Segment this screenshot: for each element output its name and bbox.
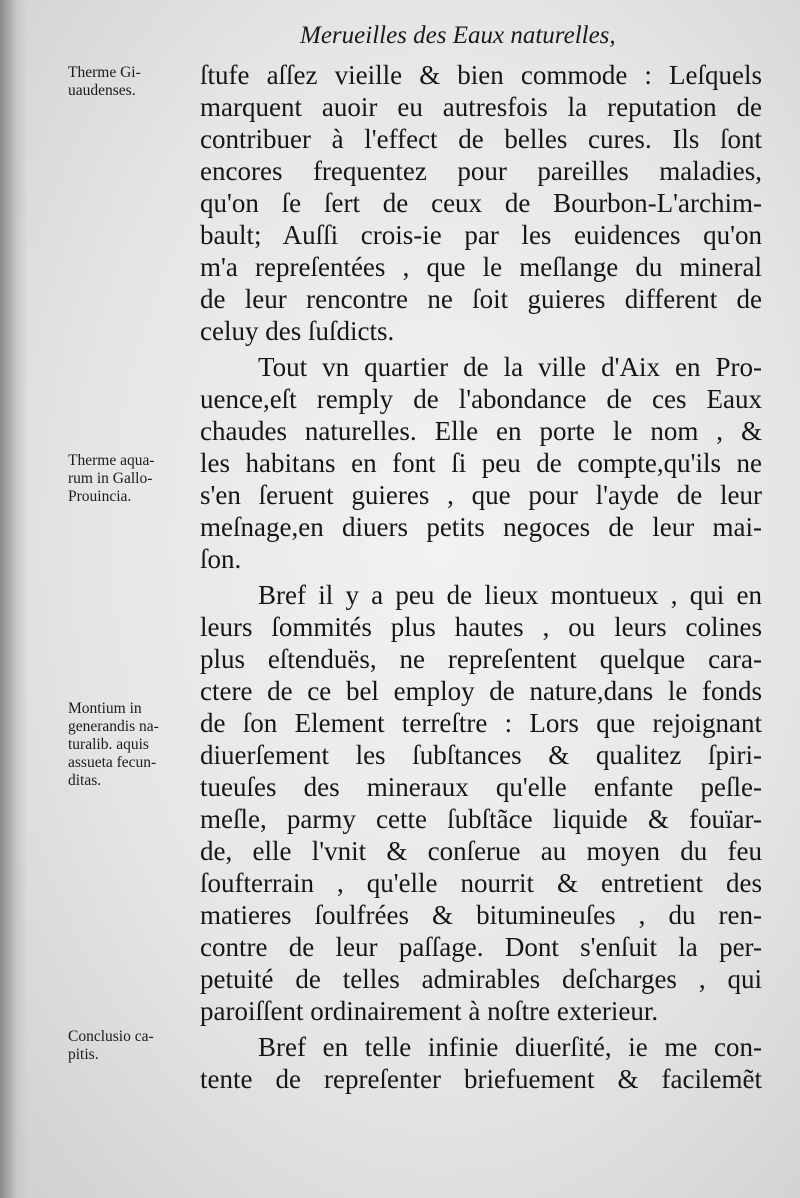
body-line: encores frequentez pour pareilles maladies, [200,156,762,186]
binding-shadow [0,0,28,1198]
margin-note-line: Therme aqua- [68,452,155,469]
body-line: uence,eſt remply de l'abondance de ces Eaux [200,384,762,414]
body-line: meſle, parmy cette ſubſtãce liquide & fouïar- [200,804,762,834]
body-line: matieres ſoulfrées & bitumineuſes , du ren- [200,900,762,930]
body-line: ſoufterrain , qu'elle nourrit & entretient des [200,868,762,898]
body-line: celuy des ſuſdicts. [200,316,395,346]
body-line: m'a repreſentées , que le meſlange du mineral [200,252,762,282]
body-line: contribuer à l'effect de belles cures. Ils ſont [200,124,762,154]
margin-note-therme-giuaudenses [68,64,203,100]
body-line: de ſon Element terreſtre : Lors que rejoignant [200,708,762,738]
margin-note-line: Montium in [68,700,142,717]
body-line: leurs ſommités plus hautes , ou leurs colines [200,612,762,642]
body-line: meſnage,en diuers petits negoces de leur mai- [200,512,762,542]
body-line: qu'on ſe ſert de ceux de Bourbon-L'archim- [200,188,762,218]
body-line: de, elle l'vnit & conſerue au moyen du feu [200,836,762,866]
margin-note-conclusio [68,1028,203,1064]
margin-note-line: ditas. [68,772,102,789]
margin-note-line: Conclusio ca- [68,1028,154,1045]
margin-note-therme-gallo-prouincia [68,452,203,506]
body-line: bault; Auſſi crois-ie par les euidences qu'on [200,220,762,250]
body-line: contre de leur paſſage. Dont s'enſuit la per- [200,932,762,962]
margin-note-montium [68,700,203,790]
body-line: ctere de ce bel employ de nature,dans le fonds [200,676,762,706]
margin-note-line: rum in Gallo- [68,470,153,487]
margin-note-line: pitis. [68,1046,99,1063]
paragraph-start: Bref en telle infinie diuerſité, ie me con- [258,1032,762,1062]
margin-note-line: Prouincia. [68,488,132,505]
body-line: tueuſes des mineraux qu'elle enfante peſle- [200,772,762,802]
body-line: de leur rencontre ne ſoit guieres different de [200,284,762,314]
body-line: diuerſement les ſubſtances & qualitez ſpiri- [200,740,762,770]
margin-note-line: uaudenses. [68,82,136,99]
body-line: ſon. [200,544,242,574]
body-line: plus eſtenduës, ne repreſentent quelque cara- [200,644,762,674]
margin-note-line: generandis na- [68,718,159,735]
margin-note-line: turalib. aquis [68,736,149,753]
paragraph-start: Bref il y a peu de lieux montueux , qui en [258,580,762,610]
running-head: Merueilles des Eaux naturelles, [300,22,616,49]
body-line: tente de repreſenter briefuement & facilemẽt [200,1064,762,1094]
margin-note-line: Therme Gi- [68,64,141,81]
body-line: s'en ſeruent guieres , que pour l'ayde de leur [200,480,762,510]
paragraph-start: Tout vn quartier de la ville d'Aix en Pro- [258,352,762,382]
body-line: paroiſſent ordinairement à noſtre exterieur. [200,996,659,1026]
body-line: petuité de telles admirables deſcharges , qui [200,964,762,994]
margin-note-line: assueta fecun- [68,754,157,771]
body-line: marquent auoir eu autresfois la reputation de [200,92,762,122]
body-line: les habitans en font ſi peu de compte,qu'ils ne [200,448,762,478]
body-line: ſtufe aſſez vieille & bien commode : Leſquels [200,60,762,90]
body-line: chaudes naturelles. Elle en porte le nom , & [200,416,762,446]
